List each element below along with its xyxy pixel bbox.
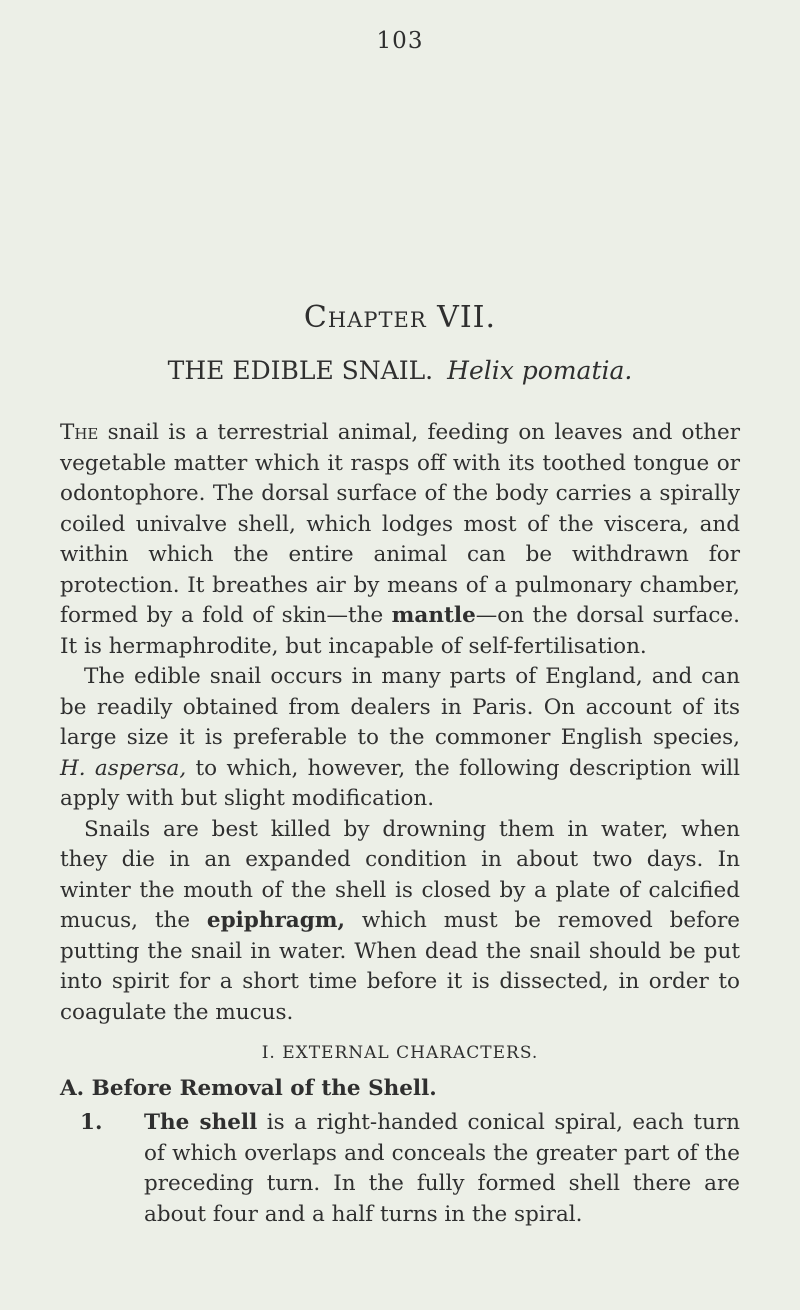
chapter-heading: Chapter VII. bbox=[303, 300, 497, 335]
paragraph-1 bbox=[60, 418, 740, 662]
species-aspersa: H. aspersa, bbox=[60, 755, 187, 781]
paragraph-text: —on the dorsal surface. It is hermaphrodite, but incapable of self-fertilisation. bbox=[60, 603, 740, 659]
item-number: 1. bbox=[80, 1110, 103, 1135]
paragraph-text: which must be removed before putting the snail in water. When dead the snail should be put into spirit for a short time before it is dissected, in order to coagulate the mucus. bbox=[60, 908, 740, 1025]
item-body: is a right-handed conical spiral, each turn of which overlaps and conceals the greater part of the preceding turn. In the fully formed shell there are about four and a half turns in the spiral. bbox=[144, 1110, 740, 1227]
species-name: Helix pomatia. bbox=[447, 356, 633, 385]
body-text bbox=[60, 418, 740, 1028]
numbered-item-1 bbox=[60, 1108, 740, 1230]
paragraph-text: The edible snail occurs in many parts of England, and can be readily obtained from dealers in Paris. On account of its large size it is preferable to the commoner English species, bbox=[60, 664, 740, 750]
item-lead: The shell bbox=[144, 1110, 258, 1135]
item-text bbox=[144, 1108, 740, 1230]
term-mantle: mantle bbox=[391, 603, 476, 628]
paragraph-lead: The bbox=[60, 420, 99, 445]
section-heading: I. EXTERNAL CHARACTERS. bbox=[261, 1043, 539, 1063]
term-epiphragm: epiphragm, bbox=[206, 908, 345, 933]
paragraph-2 bbox=[60, 662, 740, 815]
chapter-title bbox=[0, 356, 800, 385]
paragraph-text: Snails are best killed by drowning them in water, when they die in an expanded condition in about two days. In winter the mouth of the shell is closed by a plate of calcified mucus, the bbox=[60, 816, 740, 933]
paragraph-text: to which, however, the following description will apply with but slight modification. bbox=[60, 755, 740, 811]
paragraph-text: snail is a terrestrial animal, feeding on leaves and other vegetable matter which it rasps off with its toothed tongue or odontophore. The dorsal surface of the body carries a spirally coiled univalve shell, which lodges most of the viscera, and within which the entire animal can be withdrawn for protection. It breathes air by means of a pulmonary chamber, formed by a fold of skin—the bbox=[60, 420, 740, 628]
subsection-heading: A. Before Removal of the Shell. bbox=[60, 1076, 437, 1101]
paragraph-3 bbox=[60, 815, 740, 1029]
title-text: THE EDIBLE SNAIL. bbox=[167, 356, 434, 385]
page-number: 103 bbox=[376, 28, 424, 54]
